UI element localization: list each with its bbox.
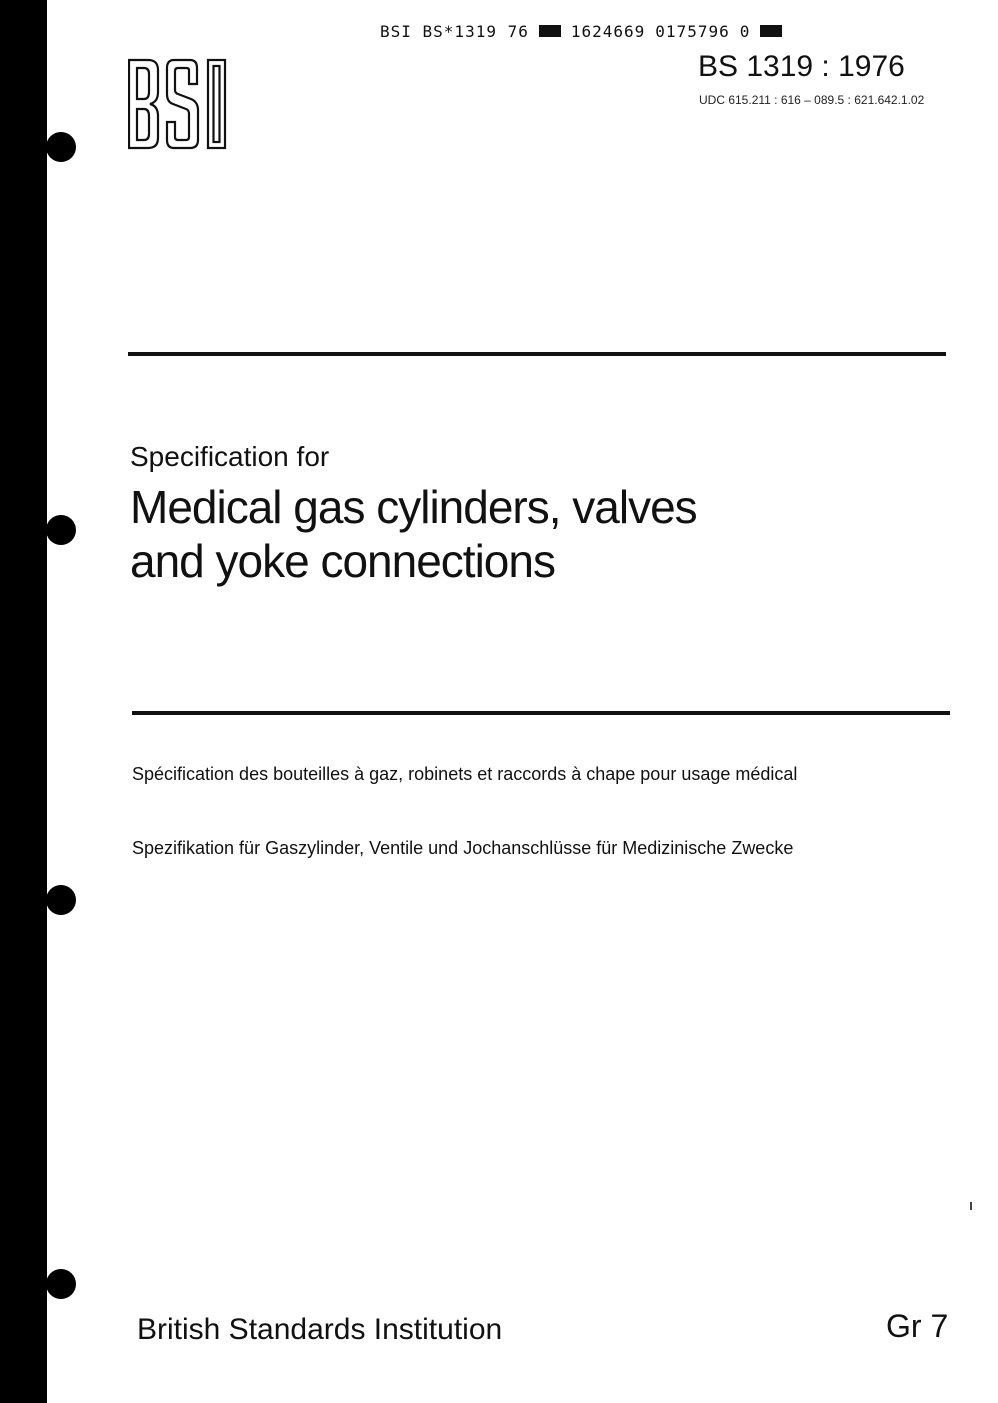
catalogue-stamp [380,20,782,42]
punch-hole [46,885,76,915]
scan-speck [970,1202,972,1210]
divider-rule [128,352,946,356]
binding-strip [0,0,47,1403]
german-title: Spezifikation für Gaszylinder, Ventile und Jochanschlüsse für Medizinische Zwecke [132,838,794,858]
divider-rule [132,711,950,715]
stamp-block [760,25,782,37]
punch-hole [46,132,76,162]
stamp-code-1: 1624669 [570,21,646,41]
punch-hole [46,515,76,545]
french-title: Spécification des bouteilles à gaz, robinets et raccords à chape pour usage médical [132,764,798,784]
standard-number: BS 1319 : 1976 [698,50,905,83]
document-title [130,480,910,588]
publisher-name: British Standards Institution [137,1313,503,1346]
price-group: Gr 7 [886,1308,949,1344]
udc-classification: UDC 615.211 : 616 – 089.5 : 621.642.1.02 [699,93,925,107]
title-lead: Specification for [130,441,330,472]
stamp-code-2: 0175796 [655,21,730,41]
stamp-suffix: 0 [739,21,751,41]
title-line-1: Medical gas cylinders, valves [130,481,697,533]
stamp-block [539,25,561,37]
bsi-logo [128,58,228,150]
title-line-2: and yoke connections [130,535,555,587]
stamp-prefix: BSI BS*1319 76 [380,21,529,41]
punch-hole [46,1269,76,1299]
